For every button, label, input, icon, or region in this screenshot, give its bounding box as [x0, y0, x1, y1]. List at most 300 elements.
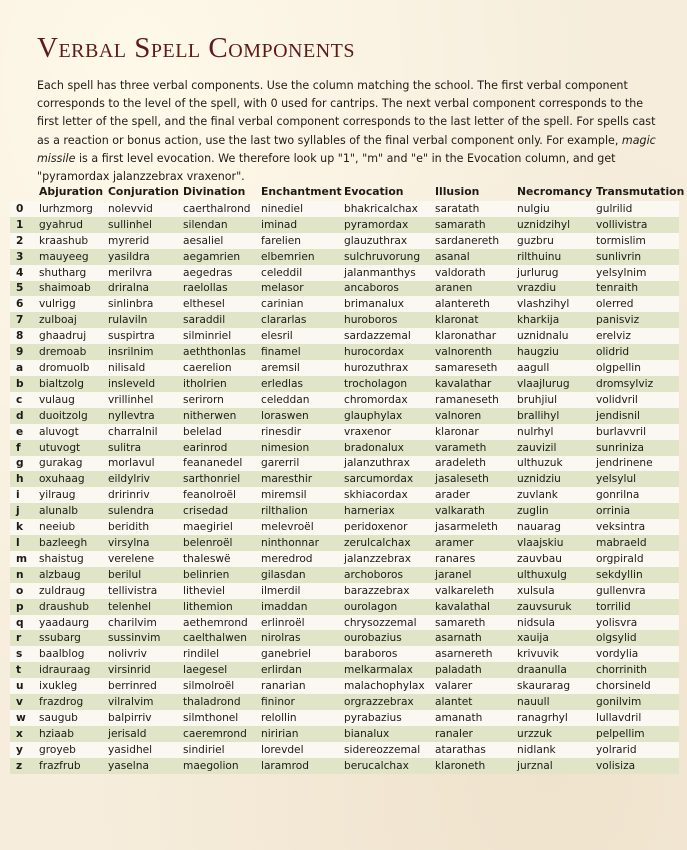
- table-cell: xauija: [515, 630, 594, 646]
- table-row: [10, 201, 679, 217]
- table-cell: saugub: [37, 710, 106, 726]
- row-key: 3: [10, 249, 37, 265]
- row-key: v: [10, 694, 37, 710]
- table-cell: haugziu: [515, 344, 594, 360]
- table-cell: lorevdel: [259, 742, 342, 758]
- table-cell: asarnereth: [433, 646, 515, 662]
- table-cell: gurakag: [37, 456, 106, 472]
- table-cell: frazfrub: [37, 758, 106, 774]
- table-cell: miremsil: [259, 487, 342, 503]
- table-row: [10, 328, 679, 344]
- row-key: q: [10, 615, 37, 631]
- row-key: n: [10, 567, 37, 583]
- row-key: 6: [10, 296, 37, 312]
- header-conjuration: Conjuration: [108, 184, 179, 198]
- table-cell: sarthonriel: [181, 471, 259, 487]
- table-cell: ulthuzuk: [515, 456, 594, 472]
- table-cell: aesaliel: [181, 233, 259, 249]
- table-cell: relollin: [259, 710, 342, 726]
- table-row: [10, 678, 679, 694]
- table-cell: yaselna: [106, 758, 181, 774]
- table-row: [10, 551, 679, 567]
- table-cell: driralna: [106, 281, 181, 297]
- table-header-row: [10, 181, 679, 201]
- header-illusion: Illusion: [435, 184, 480, 198]
- table-cell: bhakricalchax: [342, 201, 433, 217]
- table-cell: melkarmalax: [342, 662, 433, 678]
- row-key: l: [10, 535, 37, 551]
- table-cell: jurznal: [515, 758, 594, 774]
- table-cell: amanath: [433, 710, 515, 726]
- table-cell: jendisnil: [594, 408, 679, 424]
- table-cell: bazleegh: [37, 535, 106, 551]
- table-cell: valnorenth: [433, 344, 515, 360]
- table-cell: pyrabazius: [342, 710, 433, 726]
- row-key: d: [10, 408, 37, 424]
- table-cell: rinesdir: [259, 424, 342, 440]
- header-transmutation: Transmutation: [596, 184, 685, 198]
- table-cell: bradonalux: [342, 440, 433, 456]
- table-cell: caeremrond: [181, 726, 259, 742]
- table-cell: alantereth: [433, 296, 515, 312]
- table-row: [10, 503, 679, 519]
- table-cell: niririan: [259, 726, 342, 742]
- table-cell: valkarath: [433, 503, 515, 519]
- table-row: [10, 376, 679, 392]
- table-cell: orrinia: [594, 503, 679, 519]
- row-key: e: [10, 424, 37, 440]
- table-cell: tenraith: [594, 281, 679, 297]
- table-cell: brallihyl: [515, 408, 594, 424]
- table-cell: shaistug: [37, 551, 106, 567]
- table-cell: itholrien: [181, 376, 259, 392]
- table-cell: lithemion: [181, 599, 259, 615]
- table-cell: nauarag: [515, 519, 594, 535]
- table-cell: ixukleg: [37, 678, 106, 694]
- table-cell: elbemrien: [259, 249, 342, 265]
- table-cell: aranen: [433, 281, 515, 297]
- row-key: r: [10, 630, 37, 646]
- table-row: [10, 758, 679, 774]
- table-cell: huroboros: [342, 312, 433, 328]
- table-cell: duoitzolg: [37, 408, 106, 424]
- table-row: [10, 646, 679, 662]
- table-row: [10, 392, 679, 408]
- table-cell: erelviz: [594, 328, 679, 344]
- table-cell: jasarmeleth: [433, 519, 515, 535]
- row-key: 9: [10, 344, 37, 360]
- table-cell: sarcumordax: [342, 471, 433, 487]
- table-cell: dromuolb: [37, 360, 106, 376]
- table-cell: torrilid: [594, 599, 679, 615]
- row-key: 5: [10, 281, 37, 297]
- table-cell: rilthalion: [259, 503, 342, 519]
- table-cell: valnoren: [433, 408, 515, 424]
- table-cell: jalanmanthys: [342, 265, 433, 281]
- table-cell: verelene: [106, 551, 181, 567]
- table-cell: hurocordax: [342, 344, 433, 360]
- table-row: [10, 567, 679, 583]
- table-cell: maresthir: [259, 471, 342, 487]
- row-key: w: [10, 710, 37, 726]
- table-row: [10, 471, 679, 487]
- table-cell: jalanzzebrax: [342, 551, 433, 567]
- table-row: [10, 424, 679, 440]
- table-cell: ramaneseth: [433, 392, 515, 408]
- table-cell: yolisvra: [594, 615, 679, 631]
- table-cell: malachophylax: [342, 678, 433, 694]
- table-cell: ranagrhyl: [515, 710, 594, 726]
- table-cell: draanulla: [515, 662, 594, 678]
- table-cell: valkareleth: [433, 583, 515, 599]
- table-cell: orgrazzebrax: [342, 694, 433, 710]
- table-cell: ganebriel: [259, 646, 342, 662]
- row-key: j: [10, 503, 37, 519]
- table-cell: telenhel: [106, 599, 181, 615]
- row-key: u: [10, 678, 37, 694]
- table-cell: pyramordax: [342, 217, 433, 233]
- table-cell: sardazzemal: [342, 328, 433, 344]
- table-row: [10, 233, 679, 249]
- table-body: [10, 201, 679, 774]
- table-cell: melevroël: [259, 519, 342, 535]
- header-evocation: Evocation: [344, 184, 404, 198]
- table-cell: aegedras: [181, 265, 259, 281]
- table-row: [10, 662, 679, 678]
- page-title: Verbal Spell Components: [37, 32, 355, 64]
- table-cell: bialtzolg: [37, 376, 106, 392]
- table-cell: jasaleseth: [433, 471, 515, 487]
- table-cell: gonrilna: [594, 487, 679, 503]
- table-row: [10, 312, 679, 328]
- table-cell: yasidhel: [106, 742, 181, 758]
- table-cell: maegolion: [181, 758, 259, 774]
- table-cell: vordylia: [594, 646, 679, 662]
- table-cell: belinrien: [181, 567, 259, 583]
- table-cell: maegiriel: [181, 519, 259, 535]
- table-cell: zauvizil: [515, 440, 594, 456]
- table-cell: ourobazius: [342, 630, 433, 646]
- table-cell: peridoxenor: [342, 519, 433, 535]
- table-cell: ancaboros: [342, 281, 433, 297]
- table-cell: fininor: [259, 694, 342, 710]
- table-cell: vulaug: [37, 392, 106, 408]
- table-cell: crisedad: [181, 503, 259, 519]
- table-row: [10, 344, 679, 360]
- table-cell: nidlank: [515, 742, 594, 758]
- table-row: [10, 249, 679, 265]
- table-cell: tormislim: [594, 233, 679, 249]
- table-cell: celeddil: [259, 265, 342, 281]
- table-cell: trocholagon: [342, 376, 433, 392]
- table-cell: groyeb: [37, 742, 106, 758]
- table-cell: samarath: [433, 217, 515, 233]
- table-cell: yaadaurg: [37, 615, 106, 631]
- row-key: 7: [10, 312, 37, 328]
- table-row: [10, 265, 679, 281]
- table-cell: zauvbau: [515, 551, 594, 567]
- intro-text-part-2: is a first level evocation. We therefore look up "1", "m" and "e" in the Evocation column, and get "pyramordax jalanzzebrax vraxenor".: [37, 151, 616, 184]
- table-cell: nauull: [515, 694, 594, 710]
- table-cell: shutharg: [37, 265, 106, 281]
- table-cell: glauzuthrax: [342, 233, 433, 249]
- table-cell: brimanalux: [342, 296, 433, 312]
- table-cell: jerisald: [106, 726, 181, 742]
- row-key: t: [10, 662, 37, 678]
- table-cell: rindilel: [181, 646, 259, 662]
- table-cell: sindiriel: [181, 742, 259, 758]
- table-cell: saratath: [433, 201, 515, 217]
- table-cell: charralnil: [106, 424, 181, 440]
- table-cell: klaronat: [433, 312, 515, 328]
- table-cell: urzzuk: [515, 726, 594, 742]
- table-cell: vlashzihyl: [515, 296, 594, 312]
- intro-text-part-1: Each spell has three verbal components. Use the column matching the school. The first verbal component corresponds to the level of the spell, with 0 used for cantrips. The next verbal component corresponds to the first letter of the spell, and the final verbal component corresponds to the last letter of the spell. For spells cast as a reaction or bonus action, use the last two syllables of the final verbal component only. For example,: [37, 79, 656, 147]
- table-cell: farelien: [259, 233, 342, 249]
- table-cell: meredrod: [259, 551, 342, 567]
- table-cell: celeddan: [259, 392, 342, 408]
- table-cell: mauyeeg: [37, 249, 106, 265]
- table-cell: xulsula: [515, 583, 594, 599]
- table-cell: olgpellin: [594, 360, 679, 376]
- table-cell: zauvsuruk: [515, 599, 594, 615]
- table-cell: nirolras: [259, 630, 342, 646]
- table-cell: insrilnim: [106, 344, 181, 360]
- table-cell: gonilvim: [594, 694, 679, 710]
- table-cell: volisiza: [594, 758, 679, 774]
- table-cell: berrinred: [106, 678, 181, 694]
- table-cell: vrillinhel: [106, 392, 181, 408]
- table-cell: yasildra: [106, 249, 181, 265]
- table-cell: ninediel: [259, 201, 342, 217]
- row-key: s: [10, 646, 37, 662]
- table-cell: chorrinith: [594, 662, 679, 678]
- table-cell: uznidzihyl: [515, 217, 594, 233]
- table-cell: myrerid: [106, 233, 181, 249]
- table-cell: merilvra: [106, 265, 181, 281]
- row-key: g: [10, 456, 37, 472]
- table-cell: carinian: [259, 296, 342, 312]
- table-cell: raelollas: [181, 281, 259, 297]
- table-cell: lullavdril: [594, 710, 679, 726]
- table-cell: asanal: [433, 249, 515, 265]
- example-spell: magic missile: [37, 133, 656, 165]
- table-cell: litheviel: [181, 583, 259, 599]
- row-key: 1: [10, 217, 37, 233]
- table-cell: berucalchax: [342, 758, 433, 774]
- row-key: k: [10, 519, 37, 535]
- header-necromancy: Necromancy: [517, 184, 593, 198]
- table-cell: bianalux: [342, 726, 433, 742]
- table-cell: belelad: [181, 424, 259, 440]
- table-row: [10, 615, 679, 631]
- table-row: [10, 726, 679, 742]
- table-cell: jalanzuthrax: [342, 456, 433, 472]
- table-cell: aegamrien: [181, 249, 259, 265]
- table-cell: erlirdan: [259, 662, 342, 678]
- table-cell: loraswen: [259, 408, 342, 424]
- table-cell: vulrigg: [37, 296, 106, 312]
- table-cell: baraboros: [342, 646, 433, 662]
- table-cell: baalblog: [37, 646, 106, 662]
- table-cell: erlinroël: [259, 615, 342, 631]
- table-cell: kavalathar: [433, 376, 515, 392]
- table-cell: caelthalwen: [181, 630, 259, 646]
- row-key: 4: [10, 265, 37, 281]
- table-cell: hurozuthrax: [342, 360, 433, 376]
- table-cell: earinrod: [181, 440, 259, 456]
- table-cell: finamel: [259, 344, 342, 360]
- table-cell: thaladrond: [181, 694, 259, 710]
- table-cell: elthesel: [181, 296, 259, 312]
- intro-paragraph: [37, 77, 667, 186]
- table-cell: yolrarid: [594, 742, 679, 758]
- table-cell: laramrod: [259, 758, 342, 774]
- table-row: [10, 360, 679, 376]
- table-cell: klaroneth: [433, 758, 515, 774]
- table-cell: oxuhaag: [37, 471, 106, 487]
- row-key: h: [10, 471, 37, 487]
- table-cell: harneriax: [342, 503, 433, 519]
- header-abjuration: Abjuration: [39, 184, 104, 198]
- table-cell: insleveld: [106, 376, 181, 392]
- table-cell: ranaler: [433, 726, 515, 742]
- row-key: b: [10, 376, 37, 392]
- table-cell: saraddil: [181, 312, 259, 328]
- table-cell: idrauraag: [37, 662, 106, 678]
- table-cell: olidrid: [594, 344, 679, 360]
- table-row: [10, 742, 679, 758]
- table-cell: burlavvril: [594, 424, 679, 440]
- table-row: [10, 487, 679, 503]
- table-cell: sulchruvorung: [342, 249, 433, 265]
- row-key: 0: [10, 201, 37, 217]
- table-cell: thaleswë: [181, 551, 259, 567]
- table-cell: skaurarag: [515, 678, 594, 694]
- table-cell: charilvim: [106, 615, 181, 631]
- table-cell: sinlinbra: [106, 296, 181, 312]
- table-cell: ssubarg: [37, 630, 106, 646]
- table-cell: pelpellim: [594, 726, 679, 742]
- table-cell: vraxenor: [342, 424, 433, 440]
- row-key: 2: [10, 233, 37, 249]
- table-cell: draushub: [37, 599, 106, 615]
- table-cell: kharkija: [515, 312, 594, 328]
- table-cell: samareseth: [433, 360, 515, 376]
- table-cell: caerthalrond: [181, 201, 259, 217]
- table-cell: zerulcalchax: [342, 535, 433, 551]
- table-cell: silendan: [181, 217, 259, 233]
- table-cell: nulrhyl: [515, 424, 594, 440]
- table-cell: kavalathal: [433, 599, 515, 615]
- table-cell: gullenvra: [594, 583, 679, 599]
- table-cell: archoboros: [342, 567, 433, 583]
- table-cell: olerred: [594, 296, 679, 312]
- row-key: y: [10, 742, 37, 758]
- table-cell: yelsylnim: [594, 265, 679, 281]
- row-key: a: [10, 360, 37, 376]
- table-cell: sunriniza: [594, 440, 679, 456]
- table-cell: ninthonnar: [259, 535, 342, 551]
- row-key: x: [10, 726, 37, 742]
- table-cell: aradeleth: [433, 456, 515, 472]
- table-cell: imaddan: [259, 599, 342, 615]
- table-row: [10, 583, 679, 599]
- table-cell: morlavul: [106, 456, 181, 472]
- table-cell: tellivistra: [106, 583, 181, 599]
- table-cell: samareth: [433, 615, 515, 631]
- row-key: c: [10, 392, 37, 408]
- table-cell: gulrilid: [594, 201, 679, 217]
- spell-components-table: [10, 181, 685, 774]
- table-cell: arader: [433, 487, 515, 503]
- table-cell: barazzebrax: [342, 583, 433, 599]
- row-key: f: [10, 440, 37, 456]
- table-cell: veksintra: [594, 519, 679, 535]
- table-cell: alzbaug: [37, 567, 106, 583]
- row-key: m: [10, 551, 37, 567]
- table-cell: varameth: [433, 440, 515, 456]
- table-cell: lurhzmorg: [37, 201, 106, 217]
- table-cell: nolevvid: [106, 201, 181, 217]
- table-cell: vrazdiu: [515, 281, 594, 297]
- table-cell: vlaajlurug: [515, 376, 594, 392]
- table-cell: zuvlank: [515, 487, 594, 503]
- table-cell: ulthuxulg: [515, 567, 594, 583]
- table-row: [10, 535, 679, 551]
- table-cell: mabraeld: [594, 535, 679, 551]
- row-key: p: [10, 599, 37, 615]
- table-row: [10, 440, 679, 456]
- table-cell: aagull: [515, 360, 594, 376]
- header-key: [10, 181, 37, 201]
- table-cell: nilisald: [106, 360, 181, 376]
- table-cell: aremsil: [259, 360, 342, 376]
- table-cell: vollivistra: [594, 217, 679, 233]
- table-cell: chorsineld: [594, 678, 679, 694]
- table-cell: frazdrog: [37, 694, 106, 710]
- table-cell: caerelion: [181, 360, 259, 376]
- table-cell: bruhjiul: [515, 392, 594, 408]
- table-cell: clararlas: [259, 312, 342, 328]
- table-cell: dromsylviz: [594, 376, 679, 392]
- table-cell: zulboaj: [37, 312, 106, 328]
- table-cell: elesril: [259, 328, 342, 344]
- table-cell: eildylriv: [106, 471, 181, 487]
- table-cell: klaronathar: [433, 328, 515, 344]
- table-cell: vilralvim: [106, 694, 181, 710]
- table-cell: uznidziu: [515, 471, 594, 487]
- table-cell: skhiacordax: [342, 487, 433, 503]
- table-cell: uznidnalu: [515, 328, 594, 344]
- table-cell: aethemrond: [181, 615, 259, 631]
- table-row: [10, 710, 679, 726]
- table-cell: feanolroël: [181, 487, 259, 503]
- table-row: [10, 217, 679, 233]
- table-cell: volidvril: [594, 392, 679, 408]
- table-cell: feananedel: [181, 456, 259, 472]
- table-cell: sunlivrin: [594, 249, 679, 265]
- table-cell: panisviz: [594, 312, 679, 328]
- table-cell: valarer: [433, 678, 515, 694]
- table-cell: ghaadruj: [37, 328, 106, 344]
- table-row: [10, 519, 679, 535]
- table-row: [10, 456, 679, 472]
- table-cell: dririnriv: [106, 487, 181, 503]
- table-cell: garerril: [259, 456, 342, 472]
- table-cell: neeiub: [37, 519, 106, 535]
- table-cell: hziaab: [37, 726, 106, 742]
